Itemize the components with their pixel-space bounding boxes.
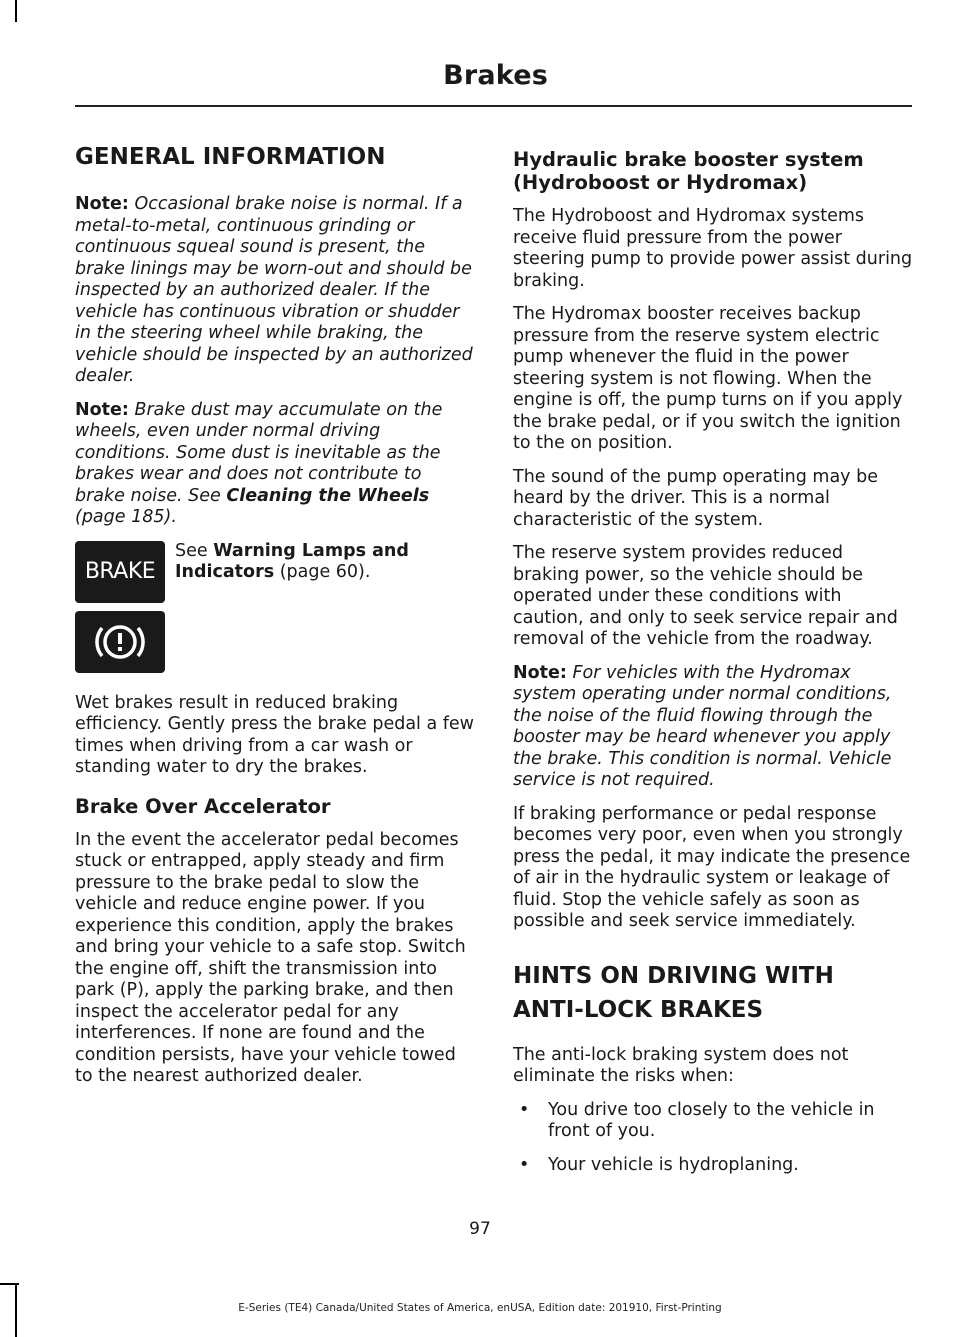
- wet-brakes-paragraph: Wet brakes result in reduced braking efficiency. Gently press the brake pedal a few times when driving from a car wash or standing water to dry the brakes.: [75, 692, 474, 777]
- page-reference: (page 185).: [75, 507, 177, 527]
- general-information-heading: GENERAL INFORMATION: [75, 144, 386, 170]
- anti-lock-brakes-heading: [513, 961, 913, 1025]
- left-column: [75, 142, 475, 1100]
- brake-over-accelerator-heading: Brake Over Accelerator: [75, 794, 331, 818]
- right-column: [513, 148, 913, 1188]
- see-text: See: [175, 540, 214, 561]
- note-label: Note:: [75, 194, 129, 214]
- brake-warning-row: [75, 541, 475, 605]
- warning-lamps-link[interactable]: Warning Lamps and Indicators: [175, 540, 409, 582]
- note-text: Brake dust may accumulate on the wheels, even under normal driving conditions. Some dust is inevitable as the brakes wear and does not contribute to brake noise. See: [75, 399, 443, 506]
- note-label: Note:: [75, 399, 129, 420]
- brake-over-accelerator-paragraph: In the event the accelerator pedal becomes stuck or entrapped, apply steady and firm pressure to the brake pedal to slow the vehicle and reduce engine power. If you experience this condition, apply the brakes and bring your vehicle to a safe stop. Switch the engine off, shift the transmission into park (P), apply the parking brake, and then inspect the accelerator pedal for any interferences. If none are found and the condition persists, have your vehicle towed to the nearest authorized dealer.: [75, 829, 466, 1086]
- pump-sound-paragraph: The sound of the pump operating may be heard by the driver. This is a normal characteristic of the system.: [513, 466, 878, 530]
- page-reference: (page 60).: [274, 562, 371, 582]
- note-text: Occasional brake noise is normal. If a metal-to-metal, continuous grinding or continuous squeal sound is present, the brake linings may be worn-out and should be inspected by an authorized dealer. If the vehicle has continuous vibration or shudder in the steering wheel while braking, the vehicle should be inspected by an authorized dealer.: [75, 194, 473, 386]
- note-label: Note:: [513, 662, 567, 683]
- heading-line-1: HINTS ON DRIVING WITH: [513, 962, 834, 989]
- brake-system-warning-icon: [75, 611, 165, 673]
- list-item: • Your vehicle is hydroplaning.: [513, 1155, 913, 1177]
- brake-warning-icon: [75, 541, 165, 603]
- page-header-title: Brakes: [443, 60, 548, 91]
- note-brake-dust: [75, 400, 475, 529]
- note-brake-noise: [75, 194, 475, 388]
- brake-symbol-row: [75, 611, 475, 675]
- heading-line-2: ANTI-LOCK BRAKES: [513, 996, 764, 1023]
- anti-lock-risk-list: [513, 1100, 913, 1177]
- footer-edition-info: E-Series (TE4) Canada/United States of America, enUSA, Edition date: 201910, First-Printing: [238, 1302, 722, 1314]
- braking-performance-paragraph: If braking performance or pedal response becomes very poor, even when you strongly press the pedal, it may indicate the presence of air in the hydraulic system or leakage of fluid. Stop the vehicle safely as soon as possible and seek service immediately.: [513, 803, 911, 931]
- list-item: • You drive too closely to the vehicle in front of you.: [513, 1100, 913, 1143]
- see-warning-lamps: [175, 541, 475, 584]
- note-text: For vehicles with the Hydromax system operating under normal conditions, the noise of the fluid flowing through the booster may be heard whenever you apply the brake. This condition is normal. Vehicle service is not required.: [513, 662, 892, 790]
- crop-mark-top-left: [15, 0, 17, 22]
- brake-icon-label: BRAKE: [84, 559, 156, 584]
- brake-circle-exclamation-icon: [90, 619, 150, 665]
- hydraulic-booster-heading: Hydraulic brake booster system (Hydroboost or Hydromax): [513, 148, 864, 194]
- anti-lock-intro-paragraph: The anti-lock braking system does not eliminate the risks when:: [513, 1044, 849, 1086]
- hydroboost-paragraph-1: The Hydroboost and Hydromax systems receive fluid pressure from the power steering pump to provide power assist during braking.: [513, 206, 913, 291]
- note-hydromax-noise: [513, 663, 913, 792]
- cleaning-wheels-link[interactable]: Cleaning the Wheels: [226, 485, 430, 506]
- header-divider: [75, 105, 912, 107]
- reserve-system-paragraph: The reserve system provides reduced braking power, so the vehicle should be operated under these conditions with caution, and only to seek service repair and removal of the vehicle from the roadway.: [513, 543, 898, 649]
- page-number: 97: [469, 1219, 491, 1239]
- hydromax-paragraph-2: The Hydromax booster receives backup pressure from the reserve system electric pump whenever the fluid in the power steering system is not flowing. When the engine is off, the pump turns on if you apply the brake pedal, or if you switch the ignition to the on position.: [513, 304, 903, 453]
